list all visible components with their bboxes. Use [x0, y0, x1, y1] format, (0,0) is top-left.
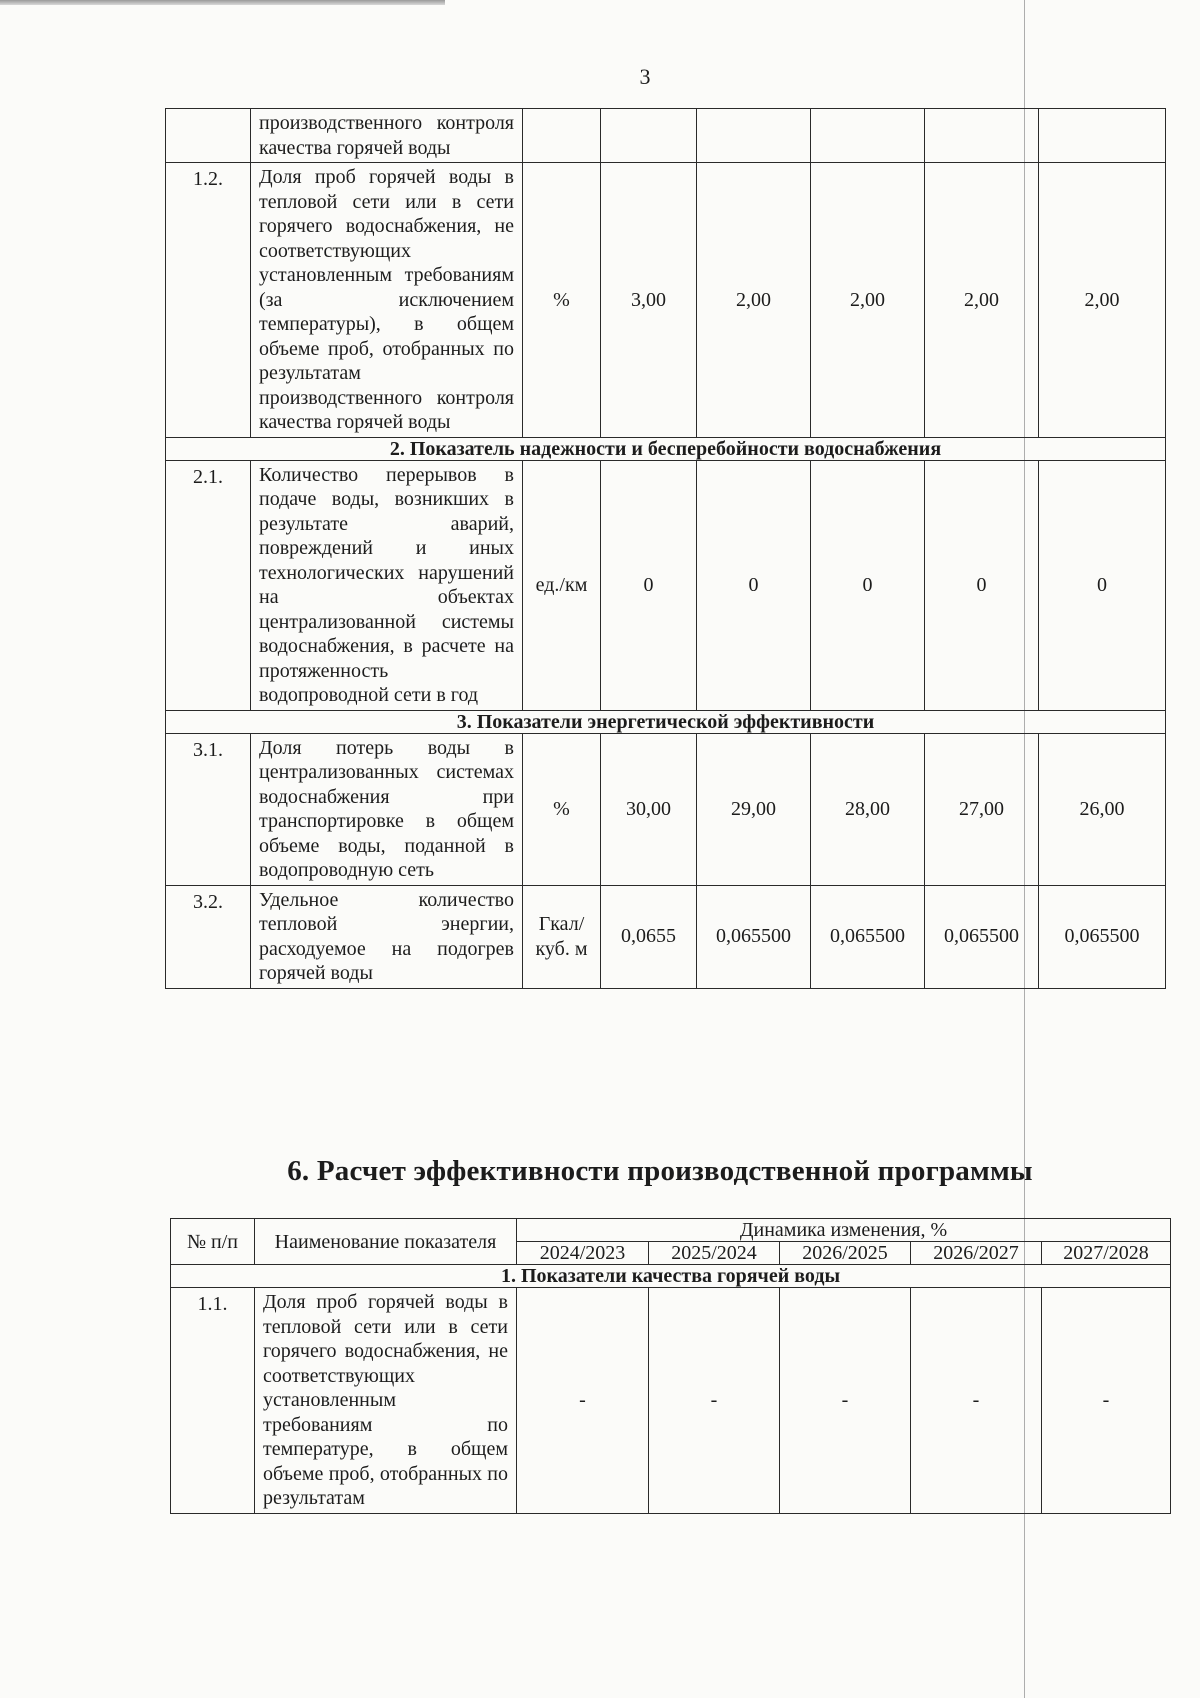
indicators-table-body	[166, 109, 1166, 989]
value-cell: 28,00	[811, 733, 925, 885]
value-cell: -	[1042, 1288, 1171, 1514]
section-title: 3. Показатели энергетической эффективности	[166, 710, 1166, 733]
efficiency-table	[170, 1218, 1171, 1514]
value-cell: -	[911, 1288, 1042, 1514]
unit-cell: Гкал/ куб. м	[523, 885, 601, 988]
value-cell: 30,00	[601, 733, 697, 885]
row-number	[166, 109, 251, 163]
col-num-header: № п/п	[171, 1219, 255, 1265]
header-row-1	[171, 1219, 1171, 1242]
value-cell	[925, 109, 1039, 163]
row-number: 2.1.	[166, 460, 251, 710]
indicator-name: Доля потерь воды в централизованных системах водоснабжения при транспортировке в общем объеме воды, поданной в водопроводную сеть	[251, 733, 523, 885]
value-cell: 0,065500	[697, 885, 811, 988]
year-header: 2024/2023	[517, 1242, 649, 1265]
unit-cell: ед./км	[523, 460, 601, 710]
indicator-name: Количество перерывов в подаче воды, возникших в результате аварий, повреждений и иных технологических нарушений на объектах централизованной системы водоснабжения, в расчете на протяженность водопроводной сети в год	[251, 460, 523, 710]
row-number: 3.2.	[166, 885, 251, 988]
value-cell	[1039, 109, 1166, 163]
indicator-name: Доля проб горячей воды в тепловой сети или в сети горячего водоснабжения, не соответствующих установленным требованиям по температуре, в общем объеме проб, отобранных по результатам	[255, 1288, 517, 1514]
value-cell: 0	[697, 460, 811, 710]
section-row	[166, 437, 1166, 460]
value-cell: 0,0655	[601, 885, 697, 988]
value-cell: 0	[601, 460, 697, 710]
unit-cell	[523, 109, 601, 163]
table-row	[166, 109, 1166, 163]
indicators-table	[165, 108, 1166, 989]
table-row	[166, 460, 1166, 710]
row-number: 1.2.	[166, 163, 251, 438]
value-cell: -	[649, 1288, 780, 1514]
year-header: 2027/2028	[1042, 1242, 1171, 1265]
value-cell: 2,00	[697, 163, 811, 438]
row-number: 1.1.	[171, 1288, 255, 1514]
value-cell: 0,065500	[811, 885, 925, 988]
table-row	[166, 885, 1166, 988]
value-cell: 0	[1039, 460, 1166, 710]
value-cell	[811, 109, 925, 163]
value-cell	[697, 109, 811, 163]
section-row	[166, 710, 1166, 733]
section-title: 2. Показатель надежности и бесперебойности водоснабжения	[166, 437, 1166, 460]
page-number: 3	[639, 64, 651, 89]
table-row	[166, 733, 1166, 885]
value-cell	[601, 109, 697, 163]
year-header: 2026/2025	[780, 1242, 911, 1265]
value-cell: 26,00	[1039, 733, 1166, 885]
value-cell: 0	[811, 460, 925, 710]
section-6-heading: 6. Расчет эффективности производственной программы	[287, 1155, 1033, 1187]
value-cell: 27,00	[925, 733, 1039, 885]
value-cell: -	[780, 1288, 911, 1514]
value-cell: 0	[925, 460, 1039, 710]
value-cell: -	[517, 1288, 649, 1514]
scan-edge	[0, 0, 445, 5]
indicator-name: Удельное количество тепловой энергии, расходуемое на подогрев горячей воды	[251, 885, 523, 988]
value-cell: 2,00	[925, 163, 1039, 438]
indicator-name: производственного контроля качества горячей воды	[251, 109, 523, 163]
value-cell: 2,00	[811, 163, 925, 438]
table-row	[166, 163, 1166, 438]
unit-cell: %	[523, 733, 601, 885]
year-header: 2026/2027	[911, 1242, 1042, 1265]
unit-cell: %	[523, 163, 601, 438]
col-name-header: Наименование показателя	[255, 1219, 517, 1265]
section-row	[171, 1265, 1171, 1288]
value-cell: 3,00	[601, 163, 697, 438]
row-number: 3.1.	[166, 733, 251, 885]
section-title: 1. Показатели качества горячей воды	[171, 1265, 1171, 1288]
value-cell: 0,065500	[925, 885, 1039, 988]
value-cell: 29,00	[697, 733, 811, 885]
indicator-name: Доля проб горячей воды в тепловой сети или в сети горячего водоснабжения, не соответствующих установленным требованиям (за исключением температуры), в общем объеме проб, отобранных по результатам производственного контроля качества горячей воды	[251, 163, 523, 438]
value-cell: 2,00	[1039, 163, 1166, 438]
year-header: 2025/2024	[649, 1242, 780, 1265]
table-row	[171, 1288, 1171, 1514]
dynamics-header: Динамика изменения, %	[517, 1219, 1171, 1242]
efficiency-table-body	[171, 1219, 1171, 1514]
value-cell: 0,065500	[1039, 885, 1166, 988]
